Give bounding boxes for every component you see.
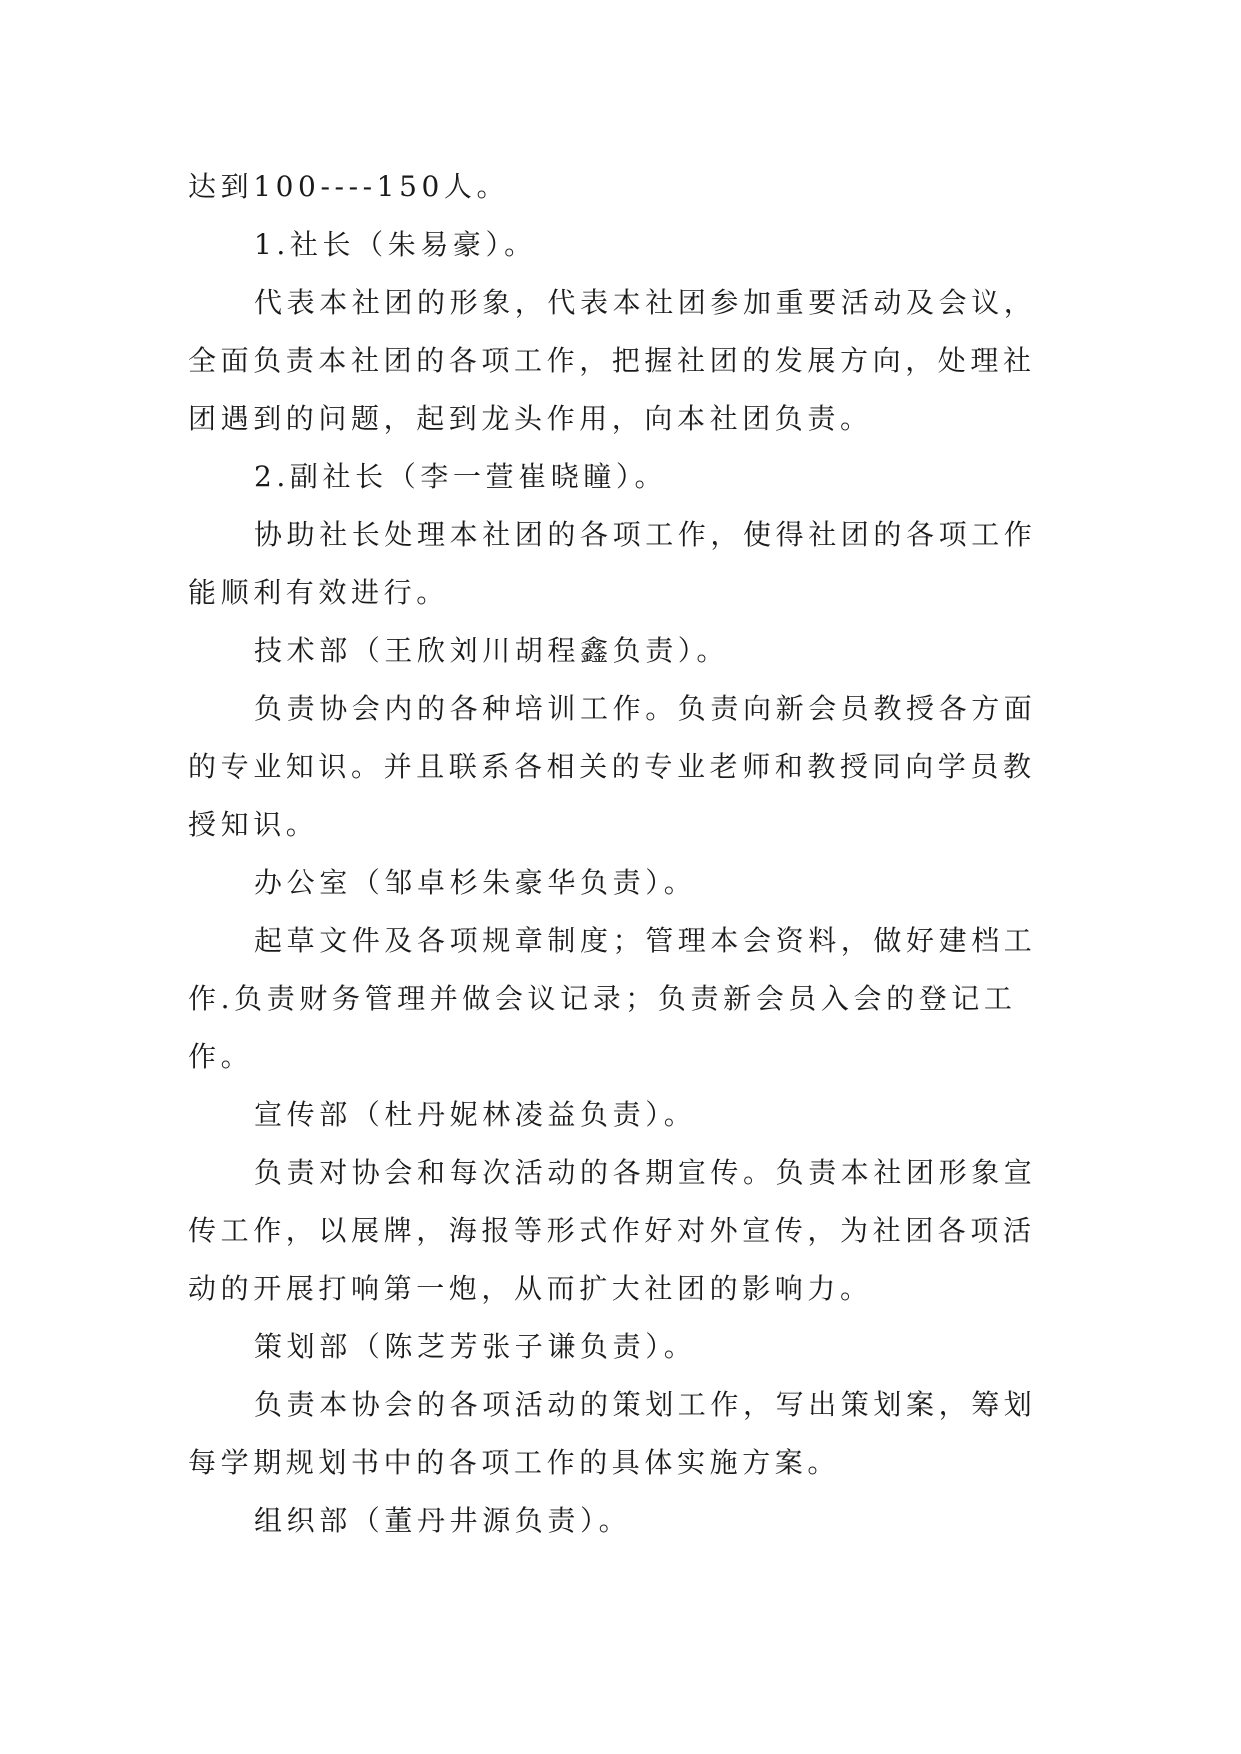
- text-line: 作.负责财务管理并做会议记录；负责新会员入会的登记工: [188, 982, 1017, 1015]
- section-heading-office: 办公室（邹卓杉朱豪华负责）。: [254, 866, 697, 899]
- section-heading-tech-dept: 技术部（王欣刘川胡程鑫负责）。: [254, 634, 730, 667]
- section-heading-publicity-dept: 宣传部（杜丹妮林凌益负责）。: [254, 1098, 697, 1131]
- section-heading-organization-dept: 组织部（董丹井源负责）。: [254, 1504, 632, 1537]
- text-line: 全面负责本社团的各项工作，把握社团的发展方向，处理社: [188, 344, 1036, 377]
- text-line: 起草文件及各项规章制度；管理本会资料，做好建档工: [254, 924, 1037, 957]
- text-line: 负责协会内的各种培训工作。负责向新会员教授各方面: [254, 692, 1037, 725]
- text-line: 达到100----150人。: [188, 170, 510, 203]
- text-line: 授知识。: [188, 808, 319, 841]
- text-line: 负责本协会的各项活动的策划工作，写出策划案，筹划: [254, 1388, 1037, 1421]
- document-body: [188, 158, 1068, 1550]
- text-line: 的专业知识。并且联系各相关的专业老师和教授同向学员教: [188, 750, 1036, 783]
- text-line: 协助社长处理本社团的各项工作，使得社团的各项工作: [254, 518, 1037, 551]
- section-heading-president: 1.社长（朱易豪）。: [254, 228, 537, 261]
- text-line: 每学期规划书中的各项工作的具体实施方案。: [188, 1446, 841, 1479]
- text-line: 代表本社团的形象，代表本社团参加重要活动及会议，: [254, 286, 1037, 319]
- section-heading-vice-president: 2.副社长（李一萱崔晓瞳）。: [254, 460, 668, 493]
- text-line: 负责对协会和每次活动的各期宣传。负责本社团形象宣: [254, 1156, 1037, 1189]
- text-line: 传工作，以展牌，海报等形式作好对外宣传，为社团各项活: [188, 1214, 1036, 1247]
- text-line: 团遇到的问题，起到龙头作用，向本社团负责。: [188, 402, 873, 435]
- section-heading-planning-dept: 策划部（陈芝芳张子谦负责）。: [254, 1330, 697, 1363]
- text-line: 作。: [188, 1040, 254, 1073]
- text-line: 能顺利有效进行。: [188, 576, 449, 609]
- text-line: 动的开展打响第一炮，从而扩大社团的影响力。: [188, 1272, 873, 1305]
